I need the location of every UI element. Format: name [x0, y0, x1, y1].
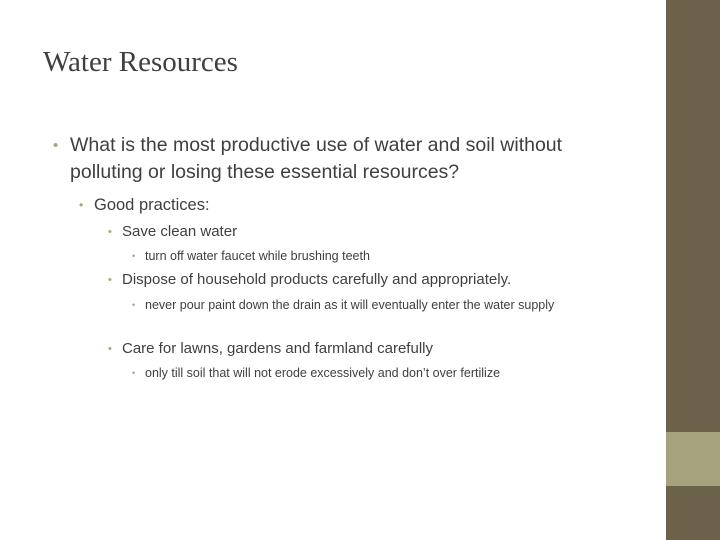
decorative-sidebar-accent: [666, 432, 720, 486]
decorative-sidebar-dark: [666, 0, 720, 432]
bullet-dispose: [108, 270, 512, 290]
bullet-good-practices: [79, 194, 210, 216]
bullet-care-tip: [132, 364, 615, 382]
question-text: What is the most productive use of water and soil without polluting or losing these essential resources?: [70, 134, 563, 183]
care-tip-text: only till soil that will not erode excessively and don’t over fertilize: [145, 366, 501, 380]
bullet-icon: •: [132, 368, 136, 378]
slide-title: Water Resources: [43, 46, 238, 78]
bullet-dispose-tip: [132, 296, 615, 314]
bullet-care: [108, 339, 433, 359]
bullet-icon: •: [108, 274, 112, 286]
bullet-icon: •: [53, 137, 59, 154]
bullet-save-water: [108, 222, 238, 242]
save-water-text: Save clean water: [122, 223, 238, 240]
bullet-question: [53, 132, 630, 186]
bullet-icon: •: [132, 300, 136, 310]
bullet-icon: •: [108, 343, 112, 355]
bullet-icon: •: [79, 198, 84, 212]
bullet-icon: •: [108, 226, 112, 238]
bullet-save-water-tip: [132, 247, 615, 265]
save-water-tip-text: turn off water faucet while brushing teeth: [145, 249, 370, 263]
care-text: Care for lawns, gardens and farmland carefully: [122, 340, 433, 357]
dispose-tip-text: never pour paint down the drain as it will eventually enter the water supply: [145, 298, 555, 312]
dispose-text: Dispose of household products carefully and appropriately.: [122, 271, 512, 288]
good-practices-text: Good practices:: [94, 196, 210, 214]
bullet-icon: •: [132, 251, 136, 261]
decorative-sidebar-dark-bottom: [666, 486, 720, 540]
